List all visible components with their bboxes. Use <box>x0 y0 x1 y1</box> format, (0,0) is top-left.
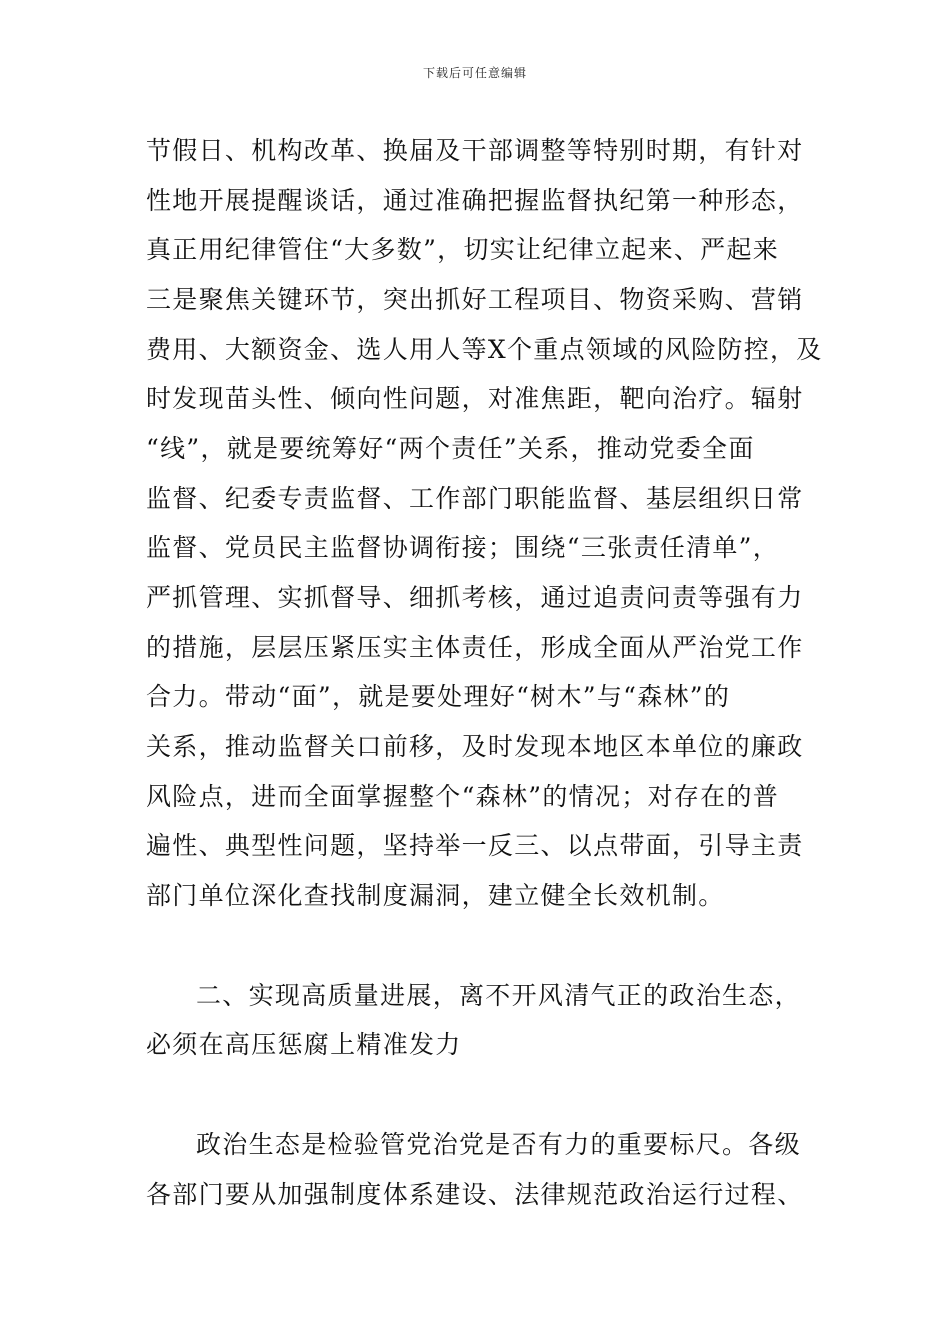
paragraph-line: 遍性、典型性问题，坚持举一反三、以点带面，引导主责 <box>146 831 804 860</box>
paragraph-line: 政治生态是检验管党治党是否有力的重要标尺。各级 <box>196 1130 801 1159</box>
paragraph-line: 节假日、机构改革、换届及干部调整等特别时期，有针对 <box>146 136 804 165</box>
paragraph-line: 各部门要从加强制度体系建设、法律规范政治运行过程、 <box>146 1180 804 1209</box>
paragraph-line: 真正用纪律管住“大多数”，切实让纪律立起来、严起来 <box>146 235 780 264</box>
paragraph-line: 风险点，进而全面掌握整个“森林”的情况；对存在的普 <box>146 782 780 811</box>
paragraph-line: 时发现苗头性、倾向性问题，对准焦距，靶向治疗。辐射 <box>146 384 804 413</box>
paragraph-line: 严抓管理、实抓督导、细抓考核，通过追责问责等强有力 <box>146 583 804 612</box>
paragraph-line: 的措施，层层压紧压实主体责任，形成全面从严治党工作 <box>146 633 804 662</box>
paragraph-line: 费用、大额资金、选人用人等X个重点领域的风险防控，及 <box>146 335 823 364</box>
section-heading-line: 必须在高压惩腐上精准发力 <box>146 1030 462 1059</box>
paragraph-line: 监督、党员民主监督协调衔接；围绕“三张责任清单”， <box>146 533 780 562</box>
paragraph-line: “线”，就是要统筹好“两个责任”关系，推动党委全面 <box>146 434 755 463</box>
paragraph-line: 合力。带动“面”，就是要处理好“树木”与“森林”的 <box>146 682 731 711</box>
paragraph-line: 监督、纪委专责监督、工作部门职能监督、基层组织日常 <box>146 484 804 513</box>
paragraph-line: 部门单位深化查找制度漏洞，建立健全长效机制。 <box>146 881 725 910</box>
paragraph-line: 三是聚焦关键环节，突出抓好工程项目、物资采购、营销 <box>146 285 804 314</box>
section-heading-line: 二、实现高质量进展，离不开风清气正的政治生态， <box>196 981 801 1010</box>
paragraph-line: 性地开展提醒谈话，通过准确把握监督执纪第一种形态， <box>146 186 804 215</box>
page-header: 下载后可任意编辑 <box>422 66 527 80</box>
paragraph-line: 关系，推动监督关口前移，及时发现本地区本单位的廉政 <box>146 732 804 761</box>
